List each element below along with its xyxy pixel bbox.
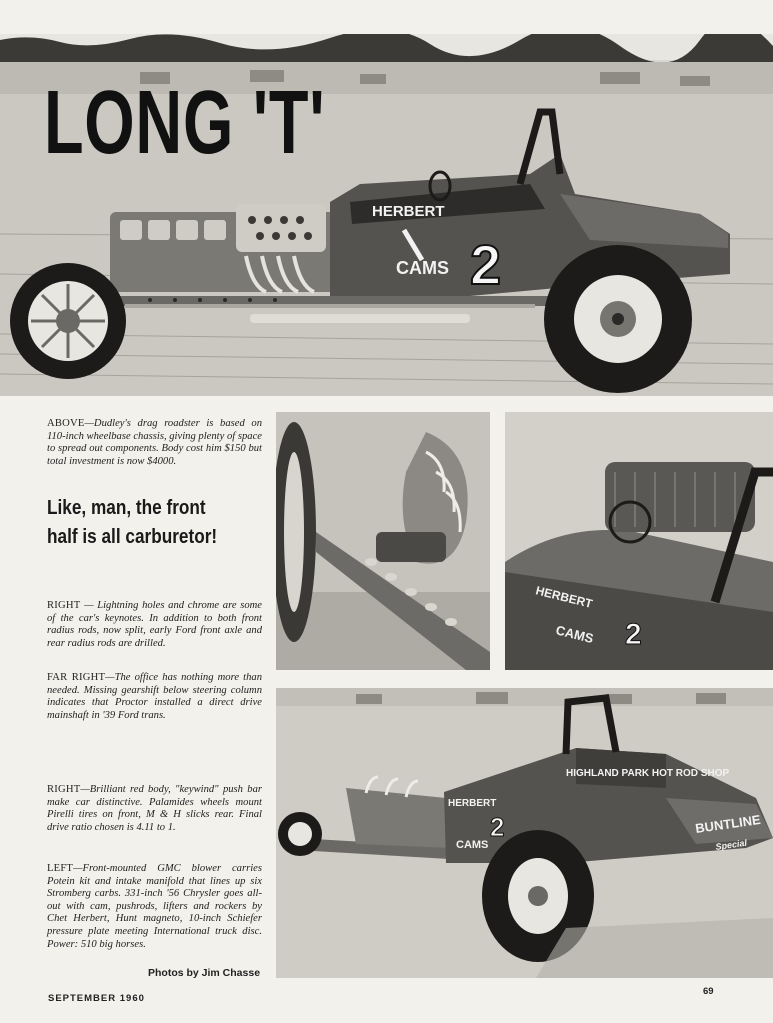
car-lettering-herbert: HERBERT — [372, 203, 445, 220]
svg-text:CAMS: CAMS — [554, 622, 596, 647]
svg-text:2: 2 — [625, 618, 642, 651]
caption-separator: — — [84, 418, 94, 429]
caption-lead: FAR RIGHT — [47, 672, 106, 683]
rear-banner-lettering: HIGHLAND PARK HOT ROD SHOP — [566, 768, 730, 779]
rear-deck-sub-lettering: Special — [714, 837, 748, 852]
svg-text:2: 2 — [490, 812, 505, 842]
svg-text:HERBERT: HERBERT — [534, 583, 594, 611]
caption-right-body — [47, 784, 262, 834]
pull-quote: Like, man, the front half is all carburetor! — [47, 497, 218, 548]
rear-deck-lettering: BUNTLINE — [694, 811, 762, 836]
photo-roadster-rear-view — [276, 688, 773, 978]
caption-lead: LEFT — [47, 863, 74, 874]
caption-text: Dudley's drag roadster is based on 110-inch wheelbase chassis, giving plenty of space to spread out components. Body cost him $150 but total investment is now $4000. — [47, 418, 262, 467]
caption-separator: — — [105, 672, 115, 683]
car-lettering-cams: CAMS — [396, 258, 449, 278]
caption-lead: ABOVE — [47, 418, 85, 429]
caption-above — [47, 418, 262, 468]
footer-page-number: 69 — [703, 986, 714, 997]
footer-issue-date: SEPTEMBER 1960 — [48, 993, 145, 1004]
caption-text: The office has nothing more than needed. Missing gearshift below steering column indicates that Proctor installed a direct drive mainshaft in '39 Ford trans. — [47, 672, 262, 721]
caption-text: Front-mounted GMC blower carries Potein kit and intake manifold that lines up six Stromberg carbs. 331-inch '56 Chrysler goes all-out with cam, pushrods, lifters and rockers by Chet Herbert, Hunt magneto, 10-inch Schiefer pressure plate meeting International truck disc. Power: 510 big horses. — [47, 863, 262, 950]
photo-cockpit-office — [505, 412, 773, 670]
caption-far-right-office — [47, 672, 262, 722]
caption-separator: — — [73, 863, 83, 874]
caption-right-chassis — [47, 600, 262, 650]
article-headline: LONG 'T' — [44, 73, 326, 173]
photo-chassis-detail — [276, 412, 490, 670]
caption-text: Lightning holes and chrome are some of the car's keynotes. In addition to both front radius rods, now split, early Ford front axle and rear radius rods are drilled. — [47, 600, 262, 649]
svg-text:HERBERT: HERBERT — [448, 798, 497, 809]
caption-lead: RIGHT — [47, 784, 81, 795]
caption-lead: RIGHT — [47, 600, 81, 611]
caption-text: Brilliant red body, "keywind" push bar make car distinctive. Palamides wheels mount Pirelli tires on front, M & H slicks rear. Final drive ratio chosen is 4.11 to 1. — [47, 784, 262, 833]
car-number: 2 — [470, 233, 502, 296]
photo-credit: Photos by Jim Chasse — [148, 967, 261, 979]
caption-separator: — — [80, 600, 98, 611]
svg-text:CAMS: CAMS — [456, 839, 489, 851]
caption-separator: — — [80, 784, 90, 795]
caption-left-engine — [47, 863, 262, 951]
